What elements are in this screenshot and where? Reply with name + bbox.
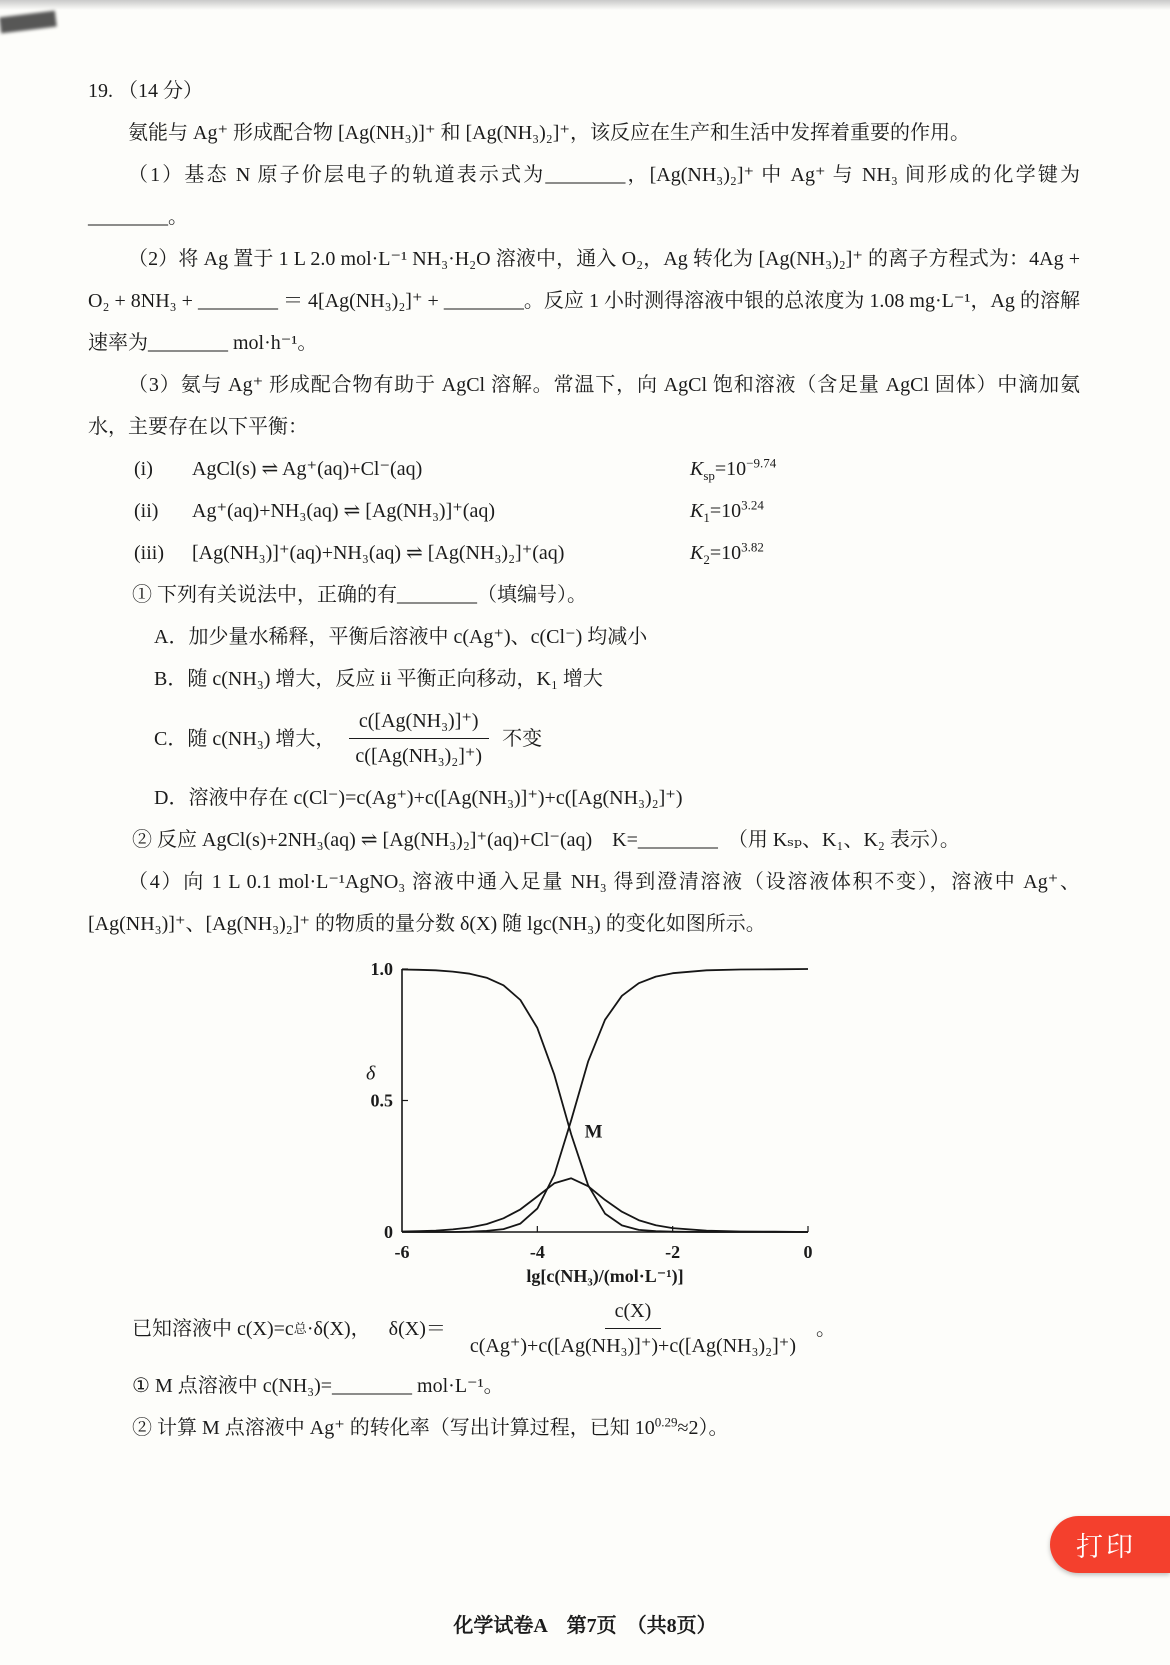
option-c-fraction <box>345 708 492 769</box>
known-lead: 已知溶液中 c(X)=c <box>132 1317 294 1340</box>
question-intro: 氨能与 Ag⁺ 形成配合物 [Ag(NH₃)]⁺ 和 [Ag(NH₃)₂]⁺，该反应在生产和生活中发挥着重要的作用。 <box>128 122 970 144</box>
k-symbol: K <box>690 500 704 522</box>
sub-question-1: （1）基态 N 原子价层电子的轨道表示式为________，[Ag(NH₃)₂]⁺ 中 Ag⁺ 与 NH₃ 间形成的化学键为________。 <box>88 164 1080 228</box>
equilibrium-ii-constant <box>690 490 764 532</box>
option-c-suffix: 不变 <box>502 727 543 750</box>
svg-text:lg[c(NH₃)/(mol·L⁻¹)]: lg[c(NH₃)/(mol·L⁻¹)] <box>526 1266 684 1286</box>
delta-chart <box>344 953 824 1288</box>
option-c-prefix: C．随 c(NH₃) 增大， <box>154 727 336 750</box>
k-exponent: 3.24 <box>741 497 764 513</box>
item-2-text: 反应 AgCl(s)+2NH₃(aq) ⇌ [Ag(NH₃)₂]⁺(aq)+Cl⁻(aq) K=________ （用 Kₛₚ、K₁、K₂ 表示）。 <box>157 829 960 851</box>
item-1-marker: ① <box>132 584 152 606</box>
fraction-numerator: c(X) <box>605 1298 662 1329</box>
known-lead-rest: ·δ(X)， <box>306 1317 371 1340</box>
option-b: B．随 c(NH₃) 增大，反应 ii 平衡正向移动，K₁ 增大 <box>154 668 603 690</box>
sub-question-3: （3）氨与 Ag⁺ 形成配合物有助于 AgCl 溶解。常温下，向 AgCl 饱和溶液（含足量 AgCl 固体）中滴加氨水，主要存在以下平衡： <box>88 374 1080 438</box>
equilibrium-iii <box>88 532 1080 574</box>
k-base: =10 <box>709 500 742 522</box>
final-item-2-marker: ② <box>132 1417 152 1439</box>
equilibrium-i-number: (i) <box>134 458 153 480</box>
print-button[interactable]: 打印 <box>1050 1516 1170 1573</box>
equilibrium-iii-formula: [Ag(NH₃)]⁺(aq)+NH₃(aq) ⇌ [Ag(NH₃)₂]⁺(aq) <box>192 542 565 564</box>
svg-text:-6: -6 <box>394 1242 410 1262</box>
svg-text:M: M <box>584 1121 603 1143</box>
equilibrium-ii-formula: Ag⁺(aq)+NH₃(aq) ⇌ [Ag(NH₃)]⁺(aq) <box>192 500 495 522</box>
svg-text:-4: -4 <box>529 1242 545 1262</box>
k-base: =10 <box>709 542 742 564</box>
final-item-1-text: M 点溶液中 c(NH₃)=________ mol·L⁻¹。 <box>154 1375 504 1397</box>
page-footer: 化学试卷A 第7页 （共8页） <box>453 1615 717 1637</box>
final-item-1 <box>88 1365 1080 1407</box>
question-points: （14 分） <box>118 80 203 102</box>
equilibrium-i-constant <box>690 448 776 490</box>
final-item-2-exponent: 0.29 <box>654 1414 678 1430</box>
delta-definition-lhs: δ(X)＝ <box>388 1317 446 1340</box>
option-a: A．加少量水稀释，平衡后溶液中 c(Ag⁺)、c(Cl⁻) 均减小 <box>154 626 648 648</box>
item-2 <box>88 819 1080 861</box>
known-tail: 。 <box>815 1317 836 1340</box>
scan-edge-shading <box>0 0 1170 10</box>
k-base: =10 <box>714 458 747 480</box>
sub-question-2: （2）将 Ag 置于 1 L 2.0 mol·L⁻¹ NH₃·H₂O 溶液中，通入 O₂，Ag 转化为 [Ag(NH₃)₂]⁺ 的离子方程式为：4Ag + O₂ + 8NH₃ + ________ ＝ 4[Ag(NH₃)₂]⁺ + ________。反应 1 小时测得溶液中银的总浓度为 1.08 mg·L⁻¹，Ag 的溶解速率为________ mol·h⁻¹。 <box>88 248 1080 354</box>
known-formula: 已知溶液中 c(X)=c 总 ·δ(X)， δ(X)＝ $\frac{c(X)}{\text{c(Ag⁺)+c([Ag(NH₃)]⁺)+c([Ag(NH₃)₂]⁺)}}$ 。 <box>132 1300 836 1357</box>
final-item-2 <box>88 1407 1080 1449</box>
equilibrium-i-formula: AgCl(s) ⇌ Ag⁺(aq)+Cl⁻(aq) <box>192 458 423 480</box>
final-item-2-tail: ≈2）。 <box>677 1417 729 1439</box>
equilibrium-ii <box>88 490 1080 532</box>
svg-text:0: 0 <box>384 1222 393 1242</box>
item-1 <box>88 574 1080 616</box>
equilibrium-i <box>88 448 1080 490</box>
fraction-chart-figure <box>344 953 824 1288</box>
fraction-numerator: c([Ag(NH₃)]⁺) <box>349 708 489 739</box>
question-number: 19. <box>88 80 113 102</box>
item-1-text: 下列有关说法中，正确的有________（填编号）。 <box>157 584 587 606</box>
question-header <box>88 70 1080 112</box>
svg-text:0.5: 0.5 <box>370 1090 393 1111</box>
item-2-marker: ② <box>132 829 152 851</box>
final-item-2-lead: 计算 M 点溶液中 Ag⁺ 的转化率（写出计算过程，已知 10 <box>157 1417 655 1439</box>
k-symbol: K <box>690 458 704 480</box>
svg-text:-2: -2 <box>665 1242 681 1262</box>
svg-text:1.0: 1.0 <box>370 959 393 979</box>
equilibrium-iii-constant <box>690 532 764 574</box>
k-exponent: 3.82 <box>741 539 764 555</box>
option-d: D．溶液中存在 c(Cl⁻)=c(Ag⁺)+c([Ag(NH₃)]⁺)+c([Ag(NH₃)₂]⁺) <box>154 787 683 809</box>
final-item-1-marker: ① <box>132 1375 150 1397</box>
k-symbol: K <box>690 542 704 564</box>
fraction-denominator: c([Ag(NH₃)₂]⁺) <box>355 745 483 767</box>
fraction-denominator: c(Ag⁺)+c([Ag(NH₃)]⁺)+c([Ag(NH₃)₂]⁺) <box>469 1335 796 1357</box>
k-subscript: 2 <box>703 552 710 567</box>
k-subscript: sp <box>703 468 715 483</box>
sub-question-4: （4）向 1 L 0.1 mol·L⁻¹AgNO₃ 溶液中通入足量 NH₃ 得到澄清溶液（设溶液体积不变），溶液中 Ag⁺、[Ag(NH₃)]⁺、[Ag(NH₃)₂]⁺ 的物质的量分数 δ(X) 随 lgc(NH₃) 的变化如图所示。 <box>88 871 1080 935</box>
k-subscript: 1 <box>703 510 710 525</box>
svg-text:δ: δ <box>366 1062 376 1085</box>
k-exponent: −9.74 <box>746 455 777 471</box>
equilibrium-ii-number: (ii) <box>134 500 159 522</box>
option-c <box>88 708 1080 769</box>
equilibrium-iii-number: (iii) <box>134 542 164 564</box>
delta-definition-fraction <box>460 1298 806 1359</box>
svg-text:0: 0 <box>803 1242 813 1262</box>
